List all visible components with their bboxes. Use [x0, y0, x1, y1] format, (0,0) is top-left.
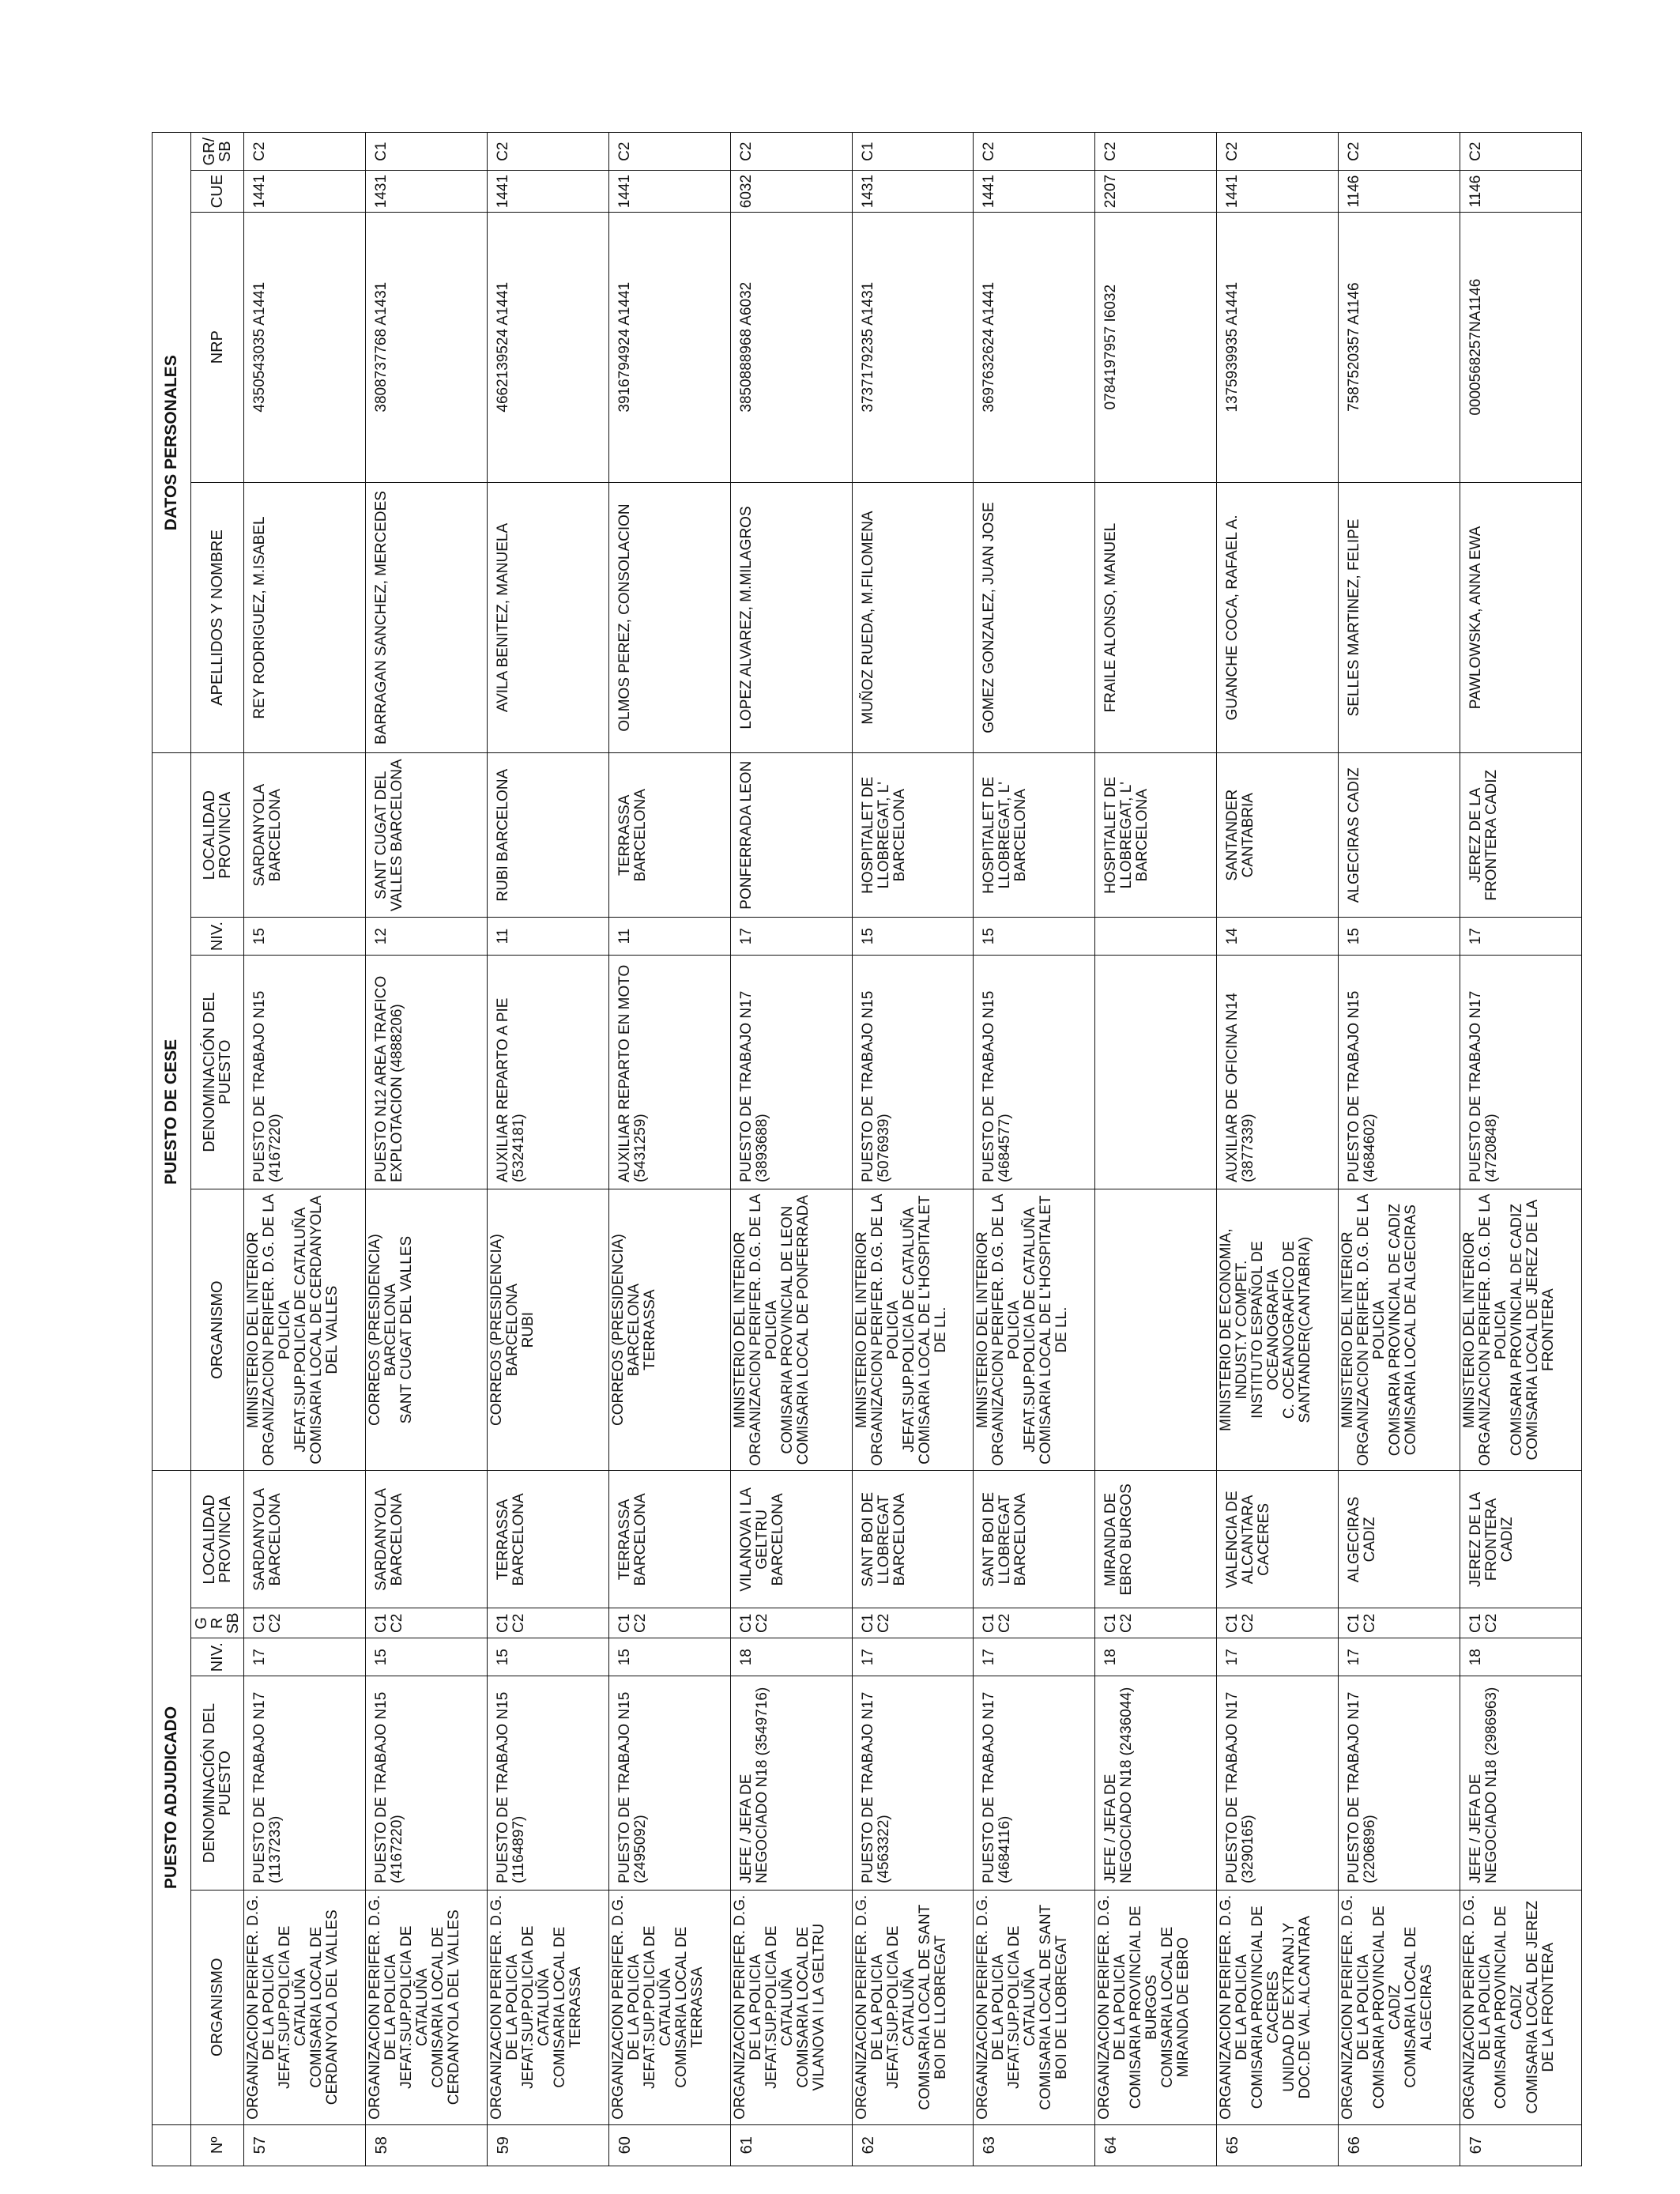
row-number: 61: [730, 2124, 852, 2166]
localidad-cese-cell: PONFERRADA LEON: [730, 753, 852, 918]
localidad-cell: JEREZ DE LA FRONTERA CADIZ: [1460, 1471, 1582, 1608]
apellidos-cell: OLMOS PEREZ, CONSOLACION: [608, 482, 730, 753]
grupo-cell: C1 C2: [1217, 1608, 1339, 1638]
localidad-cell: SANT BOI DE LLOBREGAT BARCELONA: [852, 1471, 974, 1608]
nrp-cell: 3808737768 A1431: [365, 212, 487, 482]
col-header-cue: CUE: [191, 171, 244, 212]
organismo-cell: ORGANIZACION PERIFER. D.G. DE LA POLICIA JEFAT.SUP.POLICIA DE CATALUÑA COMISARIA LOCAL DE SANT BOI DE LLOBREGAT: [974, 1890, 1095, 2124]
nivel-cell: 15: [487, 1638, 608, 1676]
denominacion-cell: PUESTO DE TRABAJO N17 (3290165): [1217, 1676, 1339, 1891]
organismo-cese-cell: MINISTERIO DEL INTERIOR ORGANIZACION PERIFER. D.G. DE LA POLICIA JEFAT.SUP.POLICIA DE CATALUÑA COMISARIA LOCAL DE L'HOSPITALET DE LL.: [974, 1189, 1095, 1470]
grupo-cell: C1 C2: [974, 1608, 1095, 1638]
grupo-personal-cell: C2: [1339, 133, 1460, 171]
nivel-cell: 17: [1217, 1638, 1339, 1676]
localidad-cell: SARDANYOLA BARCELONA: [244, 1471, 366, 1608]
denominacion-cell: PUESTO DE TRABAJO N17 (2206896): [1339, 1676, 1460, 1891]
localidad-cese-cell: SARDANYOLA BARCELONA: [244, 753, 366, 918]
nivel-cell: 17: [974, 1638, 1095, 1676]
row-number: 63: [974, 2124, 1095, 2166]
organismo-cese-cell: CORREOS (PRESIDENCIA) BARCELONA TERRASSA: [608, 1189, 730, 1470]
col-header-denominacion-cese: DENOMINACIÓN DEL PUESTO: [191, 956, 244, 1189]
organismo-cese-cell: MINISTERIO DEL INTERIOR ORGANIZACION PERIFER. D.G. DE LA POLICIA COMISARIA PROVINCIAL DE LEON COMISARIA LOCAL DE PONFERRADA: [730, 1189, 852, 1470]
denominacion-cell: PUESTO DE TRABAJO N15 (4167220): [365, 1676, 487, 1891]
cue-cell: 6032: [730, 171, 852, 212]
nrp-cell: 4350543035 A1441: [244, 212, 366, 482]
denominacion-cell: JEFE / JEFA DE NEGOCIADO N18 (2436044): [1095, 1676, 1217, 1891]
cue-cell: 1441: [974, 171, 1095, 212]
grupo-personal-cell: C2: [1460, 133, 1582, 171]
grupo-personal-cell: C2: [730, 133, 852, 171]
nivel-cese-cell: 15: [1339, 918, 1460, 956]
grupo-cell: C1 C2: [1095, 1608, 1217, 1638]
grupo-personal-cell: C2: [487, 133, 608, 171]
organismo-cell: ORGANIZACION PERIFER. D.G. DE LA POLICIA COMISARIA PROVINCIAL DE CADIZ COMISARIA LOCAL DE ALGECIRAS: [1339, 1890, 1460, 2124]
organismo-cell: ORGANIZACION PERIFER. D.G. DE LA POLICIA JEFAT.SUP.POLICIA DE CATALUÑA COMISARIA LOCAL DE TERRASSA: [487, 1890, 608, 2124]
grupo-cell: C1 C2: [1339, 1608, 1460, 1638]
organismo-cese-cell: CORREOS (PRESIDENCIA) BARCELONA RUBI: [487, 1189, 608, 1470]
apellidos-cell: GUANCHE COCA, RAFAEL A.: [1217, 482, 1339, 753]
nivel-cell: 15: [608, 1638, 730, 1676]
organismo-cell: ORGANIZACION PERIFER. D.G. DE LA POLICIA JEFAT.SUP.POLICIA DE CATALUÑA COMISARIA LOCAL DE VILANOVA I LA GELTRU: [730, 1890, 852, 2124]
denominacion-cese-cell: [1095, 956, 1217, 1189]
nivel-cese-cell: 11: [487, 918, 608, 956]
col-header-nivel-cese: NIV.: [191, 918, 244, 956]
row-number: 60: [608, 2124, 730, 2166]
organismo-cell: ORGANIZACION PERIFER. D.G. DE LA POLICIA JEFAT.SUP.POLICIA DE CATALUÑA COMISARIA LOCAL DE CERDANYOLA DEL VALLES: [244, 1890, 366, 2124]
denominacion-cese-cell: PUESTO DE TRABAJO N17 (3893688): [730, 956, 852, 1189]
nivel-cese-cell: 17: [1460, 918, 1582, 956]
localidad-cese-cell: SANTANDER CANTABRIA: [1217, 753, 1339, 918]
grupo-personal-cell: C2: [1095, 133, 1217, 171]
nrp-cell: 3737179235 A1431: [852, 212, 974, 482]
denominacion-cese-cell: PUESTO DE TRABAJO N15 (4684602): [1339, 956, 1460, 1189]
organismo-cese-cell: [1095, 1189, 1217, 1470]
denominacion-cese-cell: PUESTO DE TRABAJO N15 (4684577): [974, 956, 1095, 1189]
localidad-cese-cell: JEREZ DE LA FRONTERA CADIZ: [1460, 753, 1582, 918]
localidad-cell: ALGECIRAS CADIZ: [1339, 1471, 1460, 1608]
nivel-cese-cell: [1095, 918, 1217, 956]
localidad-cese-cell: SANT CUGAT DEL VALLES BARCELONA: [365, 753, 487, 918]
table-row: [974, 133, 1095, 2166]
col-header-grupo-personal: GR/ SB: [191, 133, 244, 171]
cue-cell: 1441: [608, 171, 730, 212]
denominacion-cell: PUESTO DE TRABAJO N17 (4563322): [852, 1676, 974, 1891]
row-number: 67: [1460, 2124, 1582, 2166]
row-number: 66: [1339, 2124, 1460, 2166]
organismo-cell: ORGANIZACION PERIFER. D.G. DE LA POLICIA COMISARIA PROVINCIAL DE CACERES UNIDAD DE EXTRANJ.Y DOC.DE VAL.ALCANTARA: [1217, 1890, 1339, 2124]
nivel-cell: 18: [1460, 1638, 1582, 1676]
nrp-cell: 3916794924 A1441: [608, 212, 730, 482]
nrp-cell: 0000568257NA1146: [1460, 212, 1582, 482]
nivel-cell: 15: [365, 1638, 487, 1676]
cue-cell: 1146: [1460, 171, 1582, 212]
nivel-cell: 17: [1339, 1638, 1460, 1676]
denominacion-cese-cell: PUESTO DE TRABAJO N15 (4167220): [244, 956, 366, 1189]
cue-cell: 1441: [1217, 171, 1339, 212]
table-row: [1460, 133, 1582, 2166]
nivel-cese-cell: 15: [244, 918, 366, 956]
row-number: 57: [244, 2124, 366, 2166]
localidad-cell: SANT BOI DE LLOBREGAT BARCELONA: [974, 1471, 1095, 1608]
organismo-cese-cell: MINISTERIO DEL INTERIOR ORGANIZACION PERIFER. D.G. DE LA POLICIA COMISARIA PROVINCIAL DE CADIZ COMISARIA LOCAL DE JEREZ DE LA FRONTERA: [1460, 1189, 1582, 1470]
denominacion-cell: PUESTO DE TRABAJO N17 (4684116): [974, 1676, 1095, 1891]
nivel-cell: 17: [244, 1638, 366, 1676]
organismo-cese-cell: MINISTERIO DEL INTERIOR ORGANIZACION PERIFER. D.G. DE LA POLICIA COMISARIA PROVINCIAL DE CADIZ COMISARIA LOCAL DE ALGECIRAS: [1339, 1189, 1460, 1470]
organismo-cell: ORGANIZACION PERIFER. D.G. DE LA POLICIA JEFAT.SUP.POLICIA DE CATALUÑA COMISARIA LOCAL DE TERRASSA: [608, 1890, 730, 2124]
organismo-cese-cell: MINISTERIO DEL INTERIOR ORGANIZACION PERIFER. D.G. DE LA POLICIA JEFAT.SUP.POLICIA DE CATALUÑA COMISARIA LOCAL DE CERDANYOLA DEL VALLES: [244, 1189, 366, 1470]
organismo-cese-cell: MINISTERIO DE ECONOMIA, INDUST.Y COMPET. INSTITUTO ESPAÑOL DE OCEANOGRAFIA C. OCEANOGRAFICO DE SANTANDER(CANTABRIA): [1217, 1189, 1339, 1470]
cue-cell: 1441: [487, 171, 608, 212]
row-number: 64: [1095, 2124, 1217, 2166]
group-header-cese: PUESTO DE CESE: [153, 753, 191, 1471]
grupo-personal-cell: C2: [244, 133, 366, 171]
table-row: [1339, 133, 1460, 2166]
apellidos-cell: MUÑOZ RUEDA, M.FILOMENA: [852, 482, 974, 753]
col-header-grupo: GR SB: [191, 1608, 244, 1638]
group-header-personales: DATOS PERSONALES: [153, 133, 191, 753]
denominacion-cell: PUESTO DE TRABAJO N15 (2495092): [608, 1676, 730, 1891]
nivel-cell: 17: [852, 1638, 974, 1676]
corner-cell: [153, 2124, 191, 2166]
nrp-cell: 7587520357 A1146: [1339, 212, 1460, 482]
denominacion-cell: JEFE / JEFA DE NEGOCIADO N18 (3549716): [730, 1676, 852, 1891]
organismo-cese-cell: MINISTERIO DEL INTERIOR ORGANIZACION PERIFER. D.G. DE LA POLICIA JEFAT.SUP.POLICIA DE CATALUÑA COMISARIA LOCAL DE L'HOSPITALET DE LL.: [852, 1189, 974, 1470]
table-row: [365, 133, 487, 2166]
denominacion-cese-cell: PUESTO DE TRABAJO N15 (5076939): [852, 956, 974, 1189]
table-row: [852, 133, 974, 2166]
denominacion-cell: PUESTO DE TRABAJO N15 (1164897): [487, 1676, 608, 1891]
grupo-personal-cell: C1: [852, 133, 974, 171]
localidad-cell: VALENCIA DE ALCANTARA CACERES: [1217, 1471, 1339, 1608]
localidad-cell: VILANOVA I LA GELTRU BARCELONA: [730, 1471, 852, 1608]
nrp-cell: 1375939935 A1441: [1217, 212, 1339, 482]
table-row: [730, 133, 852, 2166]
cue-cell: 2207: [1095, 171, 1217, 212]
grupo-cell: C1 C2: [1460, 1608, 1582, 1638]
localidad-cell: TERRASSA BARCELONA: [487, 1471, 608, 1608]
row-number: 65: [1217, 2124, 1339, 2166]
apellidos-cell: REY RODRIGUEZ, M.ISABEL: [244, 482, 366, 753]
grupo-cell: C1 C2: [365, 1608, 487, 1638]
nivel-cese-cell: 14: [1217, 918, 1339, 956]
nivel-cell: 18: [730, 1638, 852, 1676]
col-header-localidad-cese: LOCALIDAD PROVINCIA: [191, 753, 244, 918]
group-header-adjudicado: PUESTO ADJUDICADO: [153, 1471, 191, 2124]
localidad-cese-cell: RUBI BARCELONA: [487, 753, 608, 918]
nivel-cese-cell: 15: [852, 918, 974, 956]
localidad-cell: MIRANDA DE EBRO BURGOS: [1095, 1471, 1217, 1608]
table-row: [487, 133, 608, 2166]
nivel-cese-cell: 17: [730, 918, 852, 956]
col-header-localidad: LOCALIDAD PROVINCIA: [191, 1471, 244, 1608]
table-row: [608, 133, 730, 2166]
apellidos-cell: PAWLOWSKA, ANNA EWA: [1460, 482, 1582, 753]
col-header-denominacion: DENOMINACIÓN DEL PUESTO: [191, 1676, 244, 1891]
col-header-nrp: NRP: [191, 212, 244, 482]
apellidos-cell: AVILA BENITEZ, MANUELA: [487, 482, 608, 753]
denominacion-cell: PUESTO DE TRABAJO N17 (1137233): [244, 1676, 366, 1891]
organismo-cese-cell: CORREOS (PRESIDENCIA) BARCELONA SANT CUGAT DEL VALLES: [365, 1189, 487, 1470]
grupo-personal-cell: C2: [974, 133, 1095, 171]
localidad-cese-cell: HOSPITALET DE LLOBREGAT, L' BARCELONA: [852, 753, 974, 918]
denominacion-cese-cell: AUXILIAR REPARTO EN MOTO (5431259): [608, 956, 730, 1189]
apellidos-cell: LOPEZ ALVAREZ, M.MILAGROS: [730, 482, 852, 753]
cue-cell: 1146: [1339, 171, 1460, 212]
col-header-apellidos: APELLIDOS Y NOMBRE: [191, 482, 244, 753]
denominacion-cese-cell: AUXILIAR DE OFICINA N14 (3877339): [1217, 956, 1339, 1189]
nrp-cell: 0784197957 I6032: [1095, 212, 1217, 482]
apellidos-cell: SELLES MARTINEZ, FELIPE: [1339, 482, 1460, 753]
localidad-cell: TERRASSA BARCELONA: [608, 1471, 730, 1608]
apellidos-cell: FRAILE ALONSO, MANUEL: [1095, 482, 1217, 753]
grupo-cell: C1 C2: [730, 1608, 852, 1638]
grupo-personal-cell: C2: [608, 133, 730, 171]
grupo-personal-cell: C2: [1217, 133, 1339, 171]
row-number: 62: [852, 2124, 974, 2166]
nrp-cell: 4662139524 A1441: [487, 212, 608, 482]
grupo-cell: C1 C2: [487, 1608, 608, 1638]
localidad-cese-cell: TERRASSA BARCELONA: [608, 753, 730, 918]
denominacion-cese-cell: PUESTO N12 AREA TRAFICO EXPLOTACION (4888206): [365, 956, 487, 1189]
localidad-cese-cell: ALGECIRAS CADIZ: [1339, 753, 1460, 918]
nivel-cese-cell: 11: [608, 918, 730, 956]
cue-cell: 1431: [365, 171, 487, 212]
organismo-cell: ORGANIZACION PERIFER. D.G. DE LA POLICIA JEFAT.SUP.POLICIA DE CATALUÑA COMISARIA LOCAL DE CERDANYOLA DEL VALLES: [365, 1890, 487, 2124]
nivel-cell: 18: [1095, 1638, 1217, 1676]
col-header-number: Nº: [191, 2124, 244, 2166]
apellidos-cell: GOMEZ GONZALEZ, JUAN JOSE: [974, 482, 1095, 753]
resolution-table: [152, 132, 1582, 2166]
col-header-organismo: ORGANISMO: [191, 1890, 244, 2124]
cue-cell: 1431: [852, 171, 974, 212]
table-row: [1217, 133, 1339, 2166]
cue-cell: 1441: [244, 171, 366, 212]
nrp-cell: 3697632624 A1441: [974, 212, 1095, 482]
denominacion-cese-cell: AUXILIAR REPARTO A PIE (5324181): [487, 956, 608, 1189]
organismo-cell: ORGANIZACION PERIFER. D.G. DE LA POLICIA JEFAT.SUP.POLICIA DE CATALUÑA COMISARIA LOCAL DE SANT BOI DE LLOBREGAT: [852, 1890, 974, 2124]
nivel-cese-cell: 15: [974, 918, 1095, 956]
localidad-cese-cell: HOSPITALET DE LLOBREGAT, L' BARCELONA: [1095, 753, 1217, 918]
localidad-cese-cell: HOSPITALET DE LLOBREGAT, L' BARCELONA: [974, 753, 1095, 918]
row-number: 59: [487, 2124, 608, 2166]
grupo-cell: C1 C2: [244, 1608, 366, 1638]
apellidos-cell: BARRAGAN SANCHEZ, MERCEDES: [365, 482, 487, 753]
nivel-cese-cell: 12: [365, 918, 487, 956]
localidad-cell: SARDANYOLA BARCELONA: [365, 1471, 487, 1608]
nrp-cell: 3850888968 A6032: [730, 212, 852, 482]
col-header-nivel: NIV.: [191, 1638, 244, 1676]
organismo-cell: ORGANIZACION PERIFER. D.G. DE LA POLICIA COMISARIA PROVINCIAL DE CADIZ COMISARIA LOCAL DE JEREZ DE LA FRONTERA: [1460, 1890, 1582, 2124]
grupo-cell: C1 C2: [608, 1608, 730, 1638]
table-row: [1095, 133, 1217, 2166]
col-header-organismo-cese: ORGANISMO: [191, 1189, 244, 1470]
denominacion-cell: JEFE / JEFA DE NEGOCIADO N18 (2986963): [1460, 1676, 1582, 1891]
organismo-cell: ORGANIZACION PERIFER. D.G. DE LA POLICIA COMISARIA PROVINCIAL DE BURGOS COMISARIA LOCAL DE MIRANDA DE EBRO: [1095, 1890, 1217, 2124]
denominacion-cese-cell: PUESTO DE TRABAJO N17 (4720848): [1460, 956, 1582, 1189]
grupo-cell: C1 C2: [852, 1608, 974, 1638]
grupo-personal-cell: C1: [365, 133, 487, 171]
table-row: [244, 133, 366, 2166]
row-number: 58: [365, 2124, 487, 2166]
